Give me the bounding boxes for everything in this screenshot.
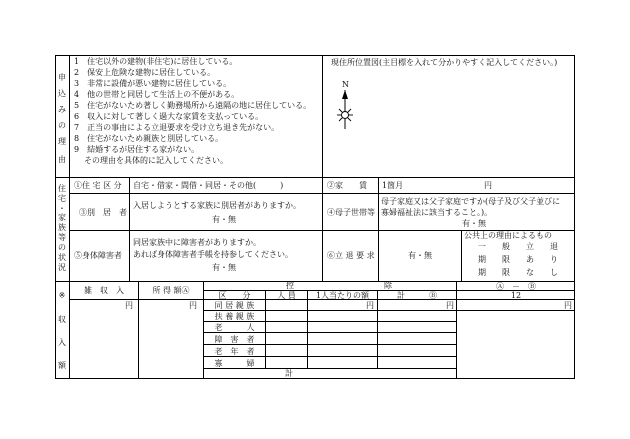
single-parent-choice[interactable]: 有・無: [462, 219, 486, 228]
yen-unit: 円: [125, 301, 133, 310]
disabled-question: あれば身体障害者手帳を持参してください。: [133, 250, 293, 259]
misc-income-header: 雑 収 入: [84, 286, 124, 295]
side-char: 額: [58, 361, 66, 370]
side-char: の: [58, 243, 66, 252]
side-char: み: [58, 105, 66, 114]
deduction-category: 障 害 者: [214, 335, 255, 344]
housing-type-label: ①住 宅 区 分: [74, 181, 122, 190]
side-char: 族: [58, 223, 66, 232]
deduction-grand-total-label: 計: [285, 369, 293, 378]
housing-col-line: [129, 177, 130, 281]
side-char: 理: [58, 137, 66, 146]
map-label: 現住所位置図(主目標を入れて分かりやすく記入してください。): [331, 58, 558, 67]
public-reason-option[interactable]: 期 限 な し: [478, 268, 558, 277]
income-col-line: [138, 281, 139, 379]
side-char: 込: [58, 89, 66, 98]
income-row-line: [203, 356, 457, 357]
disabled-label: ⑤身体障害者: [74, 251, 122, 260]
section-divider: [55, 177, 575, 178]
separated-label: ③別 居 者: [79, 208, 127, 217]
side-char: 況: [58, 263, 66, 272]
side-char: ※: [58, 291, 66, 300]
income-row-line: [203, 332, 457, 333]
side-column-line: [69, 55, 70, 379]
map-field[interactable]: [324, 70, 573, 176]
side-char: 入: [58, 338, 66, 347]
reason-item[interactable]: 8 住宅がないため親族と別居している。: [74, 134, 224, 143]
income-amount-field[interactable]: [140, 310, 202, 376]
persons-header: 人 員: [277, 291, 296, 300]
reason-item[interactable]: 3 非常に設備が悪い建物に居住している。: [74, 79, 232, 88]
reason-item[interactable]: 6 収入に対して著しく過大な家賃を支払っている。: [74, 112, 264, 121]
reason-item[interactable]: 4 他の世帯と同居して生活上の不便がある。: [74, 90, 240, 99]
reason-item[interactable]: 9 結婚するが居住する家がない。: [74, 145, 200, 154]
income-row-line: [203, 344, 457, 345]
deduction-category: 老 年 者: [214, 347, 255, 356]
side-char: 等: [58, 233, 66, 242]
housing-col-line: [461, 230, 462, 281]
housing-col-line: [322, 177, 323, 281]
rent-field[interactable]: [410, 179, 482, 191]
separated-choice[interactable]: 有・無: [212, 215, 236, 224]
deduction-category: 老 人: [214, 323, 255, 332]
side-char: 家: [58, 213, 66, 222]
per-person-header: 1人当たりの額: [315, 291, 370, 300]
reason-item[interactable]: 7 正当の事由による立退要求を受け立ち退き先がない。: [74, 123, 280, 132]
misc-income-field[interactable]: [71, 310, 137, 376]
side-char: ・: [58, 204, 66, 213]
housing-col-line: [378, 177, 379, 281]
reason-item[interactable]: 1 住宅以外の建物(非住宅)に居住している。: [74, 57, 238, 66]
side-char: 状: [58, 253, 66, 262]
income-row-line: [203, 321, 457, 322]
deduction-header: 除: [384, 281, 392, 290]
rent-label: ②家 賃: [327, 181, 367, 190]
yen-unit: 円: [366, 301, 374, 310]
deduction-category: 寡 婦: [214, 359, 255, 368]
category-header: 区 分: [218, 291, 251, 300]
disabled-choice[interactable]: 有・無: [212, 263, 236, 272]
deduction-category: 扶 養 親 族: [214, 312, 255, 321]
north-label: N: [342, 80, 349, 89]
eviction-choice[interactable]: 有・無: [408, 251, 432, 260]
yen-unit: 円: [564, 301, 572, 310]
public-reason-option[interactable]: 一 般 立 退: [478, 242, 558, 251]
net-income-field[interactable]: [458, 311, 574, 377]
housing-type-options[interactable]: 自宅・借家・間借・同居・その他( ): [133, 181, 284, 190]
reason-item[interactable]: 2 保安上危険な建物に居住している。: [74, 68, 216, 77]
net-income-header: Ⓐ － Ⓑ: [496, 282, 536, 291]
yen-unit: 円: [446, 301, 454, 310]
side-char: 申: [58, 73, 66, 82]
single-parent-question: 寡婦福祉法に該当すること。)。: [381, 208, 493, 217]
reason-item[interactable]: 5 住宅がないため著しく勤務場所から遠隔の地に居住している。: [74, 101, 312, 110]
eviction-label: ⑥立 退 要 求: [327, 251, 375, 260]
rent-unit: 円: [484, 181, 492, 190]
disabled-question: 同居家族中に障害者がありますか。: [133, 238, 261, 247]
income-amount-header: 所 得 額Ⓐ: [152, 286, 190, 295]
reason-detail-field[interactable]: [72, 166, 320, 176]
public-reason-title: 公共上の理由によるもの: [464, 231, 552, 240]
deduction-total-header: 計 Ⓑ: [397, 291, 437, 300]
side-char: 住: [58, 184, 66, 193]
yen-unit: 円: [189, 301, 197, 310]
side-char: 収: [58, 315, 66, 324]
single-parent-label: ④母子世帯等: [327, 208, 375, 217]
deduction-header: 控: [286, 281, 294, 290]
side-char: 由: [58, 155, 66, 164]
side-char: の: [58, 121, 66, 130]
separated-question: 入居しようとする家族に別居者がありますか。: [133, 201, 301, 210]
reason-map-divider: [322, 55, 323, 177]
side-char: 宅: [58, 194, 66, 203]
single-parent-question: 母子家庭又は父子家庭ですか(母子及び父子並びに: [381, 197, 561, 206]
reason-note: その理由を具体的に記入してください。: [84, 156, 228, 165]
public-reason-option[interactable]: 期 限 あ り: [478, 255, 558, 264]
deduction-category: 同 居 親 族: [214, 301, 255, 310]
compass-icon: [336, 89, 354, 133]
rent-period: 1箇月: [382, 181, 404, 190]
divisor-label: 12: [510, 291, 522, 300]
